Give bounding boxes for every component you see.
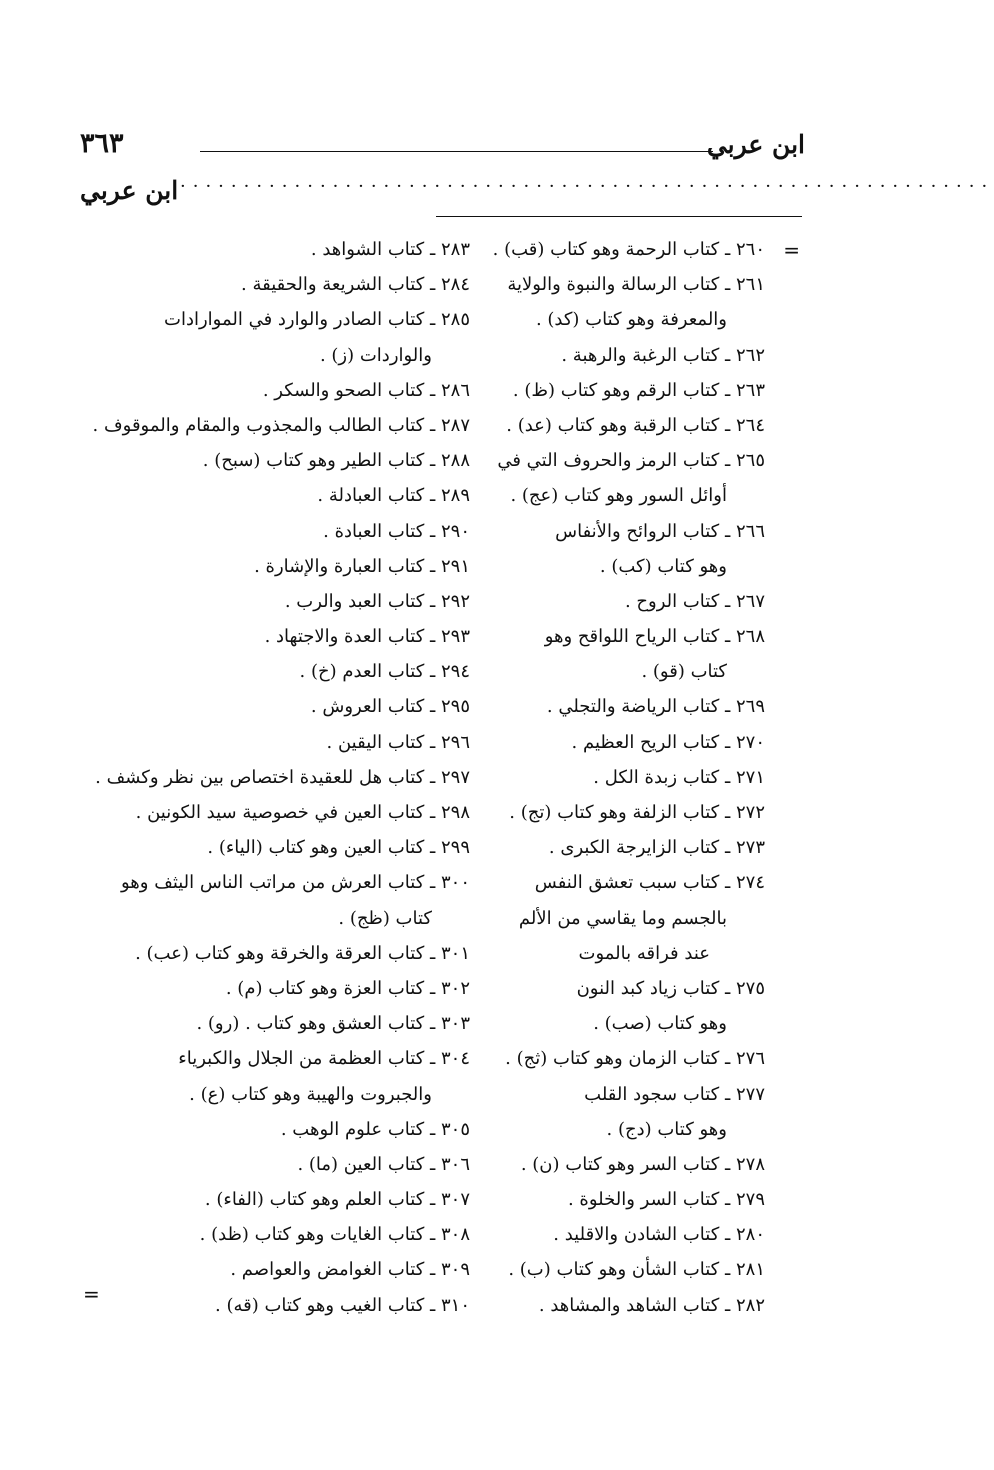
entry-line: ٢٩٩ ـ كتاب العين وهو كتاب (الياء) . [207, 837, 470, 859]
continuation-mark-bottom: = [83, 1282, 100, 1306]
column-rule [436, 216, 802, 217]
continuation-mark-top: = [783, 238, 800, 262]
entry-line: ٣٠٨ ـ كتاب الغايات وهو كتاب (ظد) . [199, 1224, 470, 1246]
entry-line: ٣٠٠ ـ كتاب العرش من مراتب الناس اليثف وهو [120, 872, 470, 894]
entry-line: ٣٠٦ ـ كتاب العين (ما) . [297, 1153, 470, 1175]
entry-line: ٢٦٩ ـ كتاب الرياضة والتجلي . [546, 696, 765, 718]
entry-line: ٢٧١ ـ كتاب زبدة الكل . [593, 766, 765, 788]
right-column [485, 232, 765, 1323]
entry-line: ٢٦٣ ـ كتاب الرقم وهو كتاب (ظ) . [512, 379, 765, 401]
entry-line: ٢٨٧ ـ كتاب الطالب والمجذوب والمقام والموقوف . [92, 414, 470, 436]
entry-line: ٢٧٨ ـ كتاب السر وهو كتاب (ن) . [520, 1153, 765, 1175]
entry-line: ٣٠٥ ـ كتاب علوم الوهب . [280, 1118, 470, 1140]
entry-line: ٣٠٢ ـ كتاب العزة وهو كتاب (م) . [225, 977, 470, 999]
entry-continuation-line: وهو كتاب (كب) . [599, 555, 727, 577]
page-number: ٣٦٣ [80, 128, 124, 159]
entry-heading [80, 172, 994, 216]
entry-line: ٢٧٤ ـ كتاب سبب تعشق النفس [534, 872, 765, 894]
running-head [80, 126, 805, 170]
entry-continuation-line: وهو كتاب (صب) . [593, 1013, 727, 1035]
entry-continuation-line: عند فراقه بالموت [578, 942, 710, 964]
entry-line: ٢٧٦ ـ كتاب الزمان وهو كتاب (ثج) . [505, 1048, 765, 1070]
entry-line: ٢٨٩ ـ كتاب العبادلة . [317, 485, 470, 507]
entry-continuation-line: والمعرفة وهو كتاب (كد) . [535, 309, 727, 331]
header-rule [200, 151, 713, 152]
entry-line: ٢٨٥ ـ كتاب الصادر والوارد في الموارادات [164, 309, 470, 331]
entry-line: ٣١٠ ـ كتاب الغيب وهو كتاب (قه) . [215, 1294, 470, 1316]
entry-line: ٢٧٧ ـ كتاب سجود القلب [584, 1083, 765, 1105]
entry-line: ٢٩٢ ـ كتاب العبد والرب . [284, 590, 470, 612]
entry-line: ٢٦٨ ـ كتاب الرياح اللواقح وهو [544, 626, 765, 648]
entry-line: ٢٨٠ ـ كتاب الشادن والاقليد . [553, 1224, 765, 1246]
entry-line: ٢٩٨ ـ كتاب العين في خصوصية سيد الكونين . [135, 802, 470, 823]
entry-line: ٢٨٤ ـ كتاب الشريعة والحقيقة . [241, 274, 470, 296]
entry-line: ٢٩٧ ـ كتاب هل للعقيدة اختصاص بين نظر وكشف . [95, 766, 470, 788]
dotted-leader: ································································ [180, 176, 994, 197]
entry-line: ٢٩٥ ـ كتاب العروش . [310, 696, 470, 718]
entry-continuation-line: كتاب (ظج) . [338, 907, 432, 929]
entry-line: ٣٠٣ ـ كتاب العشق وهو كتاب . (رو) . [196, 1013, 470, 1035]
entry-line: ٢٦٦ ـ كتاب الروائح والأنفاس [555, 520, 765, 542]
entry-line: ٢٩١ ـ كتاب العبارة والإشارة . [254, 555, 470, 577]
entry-continuation-line: بالجسم وما يقاسي من الألم [518, 907, 727, 929]
entry-line: ٢٦٥ ـ كتاب الرمز والحروف التي في [497, 450, 765, 472]
entry-line: ٢٩٦ ـ كتاب اليقين . [326, 731, 470, 753]
entry-line: ٢٨٦ ـ كتاب الصحو والسكر . [262, 379, 470, 401]
entry-continuation-line: وهو كتاب (دج) . [606, 1118, 727, 1140]
entry-line: ٢٧٥ ـ كتاب زياد كبد النون [576, 977, 765, 999]
entry-line: ٢٩٣ ـ كتاب العدة والاجتهاد . [264, 626, 470, 648]
entry-line: ٢٨٨ ـ كتاب الطير وهو كتاب (سبح) . [202, 450, 470, 472]
entry-title: ابن عربي [80, 176, 179, 205]
entry-line: ٣٠٧ ـ كتاب العلم وهو كتاب (الفاء) . [204, 1189, 470, 1211]
entry-line: ٢٦٧ ـ كتاب الروح . [624, 590, 765, 612]
entry-line: ٢٧٠ ـ كتاب الريح العظيم . [571, 731, 765, 753]
left-column [90, 232, 470, 1323]
entry-line: ٢٦١ ـ كتاب الرسالة والنبوة والولاية [507, 274, 765, 296]
entry-line: ٣٠٤ ـ كتاب العظمة من الجلال والكبرياء [178, 1048, 470, 1070]
entry-line: ٢٦٠ ـ كتاب الرحمة وهو كتاب (قب) . [492, 239, 765, 260]
entry-line: ٢٧٩ ـ كتاب السر والخلوة . [567, 1189, 765, 1211]
entry-line: ٢٩٤ ـ كتاب العدم (خ) . [299, 661, 470, 683]
entry-continuation-line: أوائل السور وهو كتاب (عج) . [510, 485, 727, 507]
entry-line: ٢٦٢ ـ كتاب الرغبة والرهبة . [561, 344, 765, 366]
entry-line: ٢٩٠ ـ كتاب العبادة . [323, 520, 470, 542]
entry-line: ٢٧٢ ـ كتاب الزلفة وهو كتاب (تج) . [509, 802, 765, 823]
entry-continuation-line: كتاب (قو) . [641, 661, 727, 683]
entry-line: ٣٠١ ـ كتاب العرقة والخرقة وهو كتاب (عب) . [135, 942, 470, 964]
entry-line: ٣٠٩ ـ كتاب الغوامض والعواصم . [230, 1259, 470, 1281]
entry-line: ٢٦٤ ـ كتاب الرقبة وهو كتاب (عد) . [506, 414, 765, 436]
entry-line: ٢٨١ ـ كتاب الشأن وهو كتاب (ب) . [508, 1259, 765, 1281]
entry-line: ٢٧٣ ـ كتاب الزايرجة الكبرى . [548, 837, 765, 859]
entry-continuation-line: والواردات (ز) . [319, 344, 432, 366]
entry-line: ٢٨٢ ـ كتاب الشاهد والمشاهد . [538, 1294, 765, 1316]
entry-continuation-line: والجبروت والهيبة وهو كتاب (ع) . [189, 1083, 432, 1105]
entry-line: ٢٨٣ ـ كتاب الشواهد . [310, 239, 470, 260]
running-title: ابن عربي [706, 130, 805, 159]
